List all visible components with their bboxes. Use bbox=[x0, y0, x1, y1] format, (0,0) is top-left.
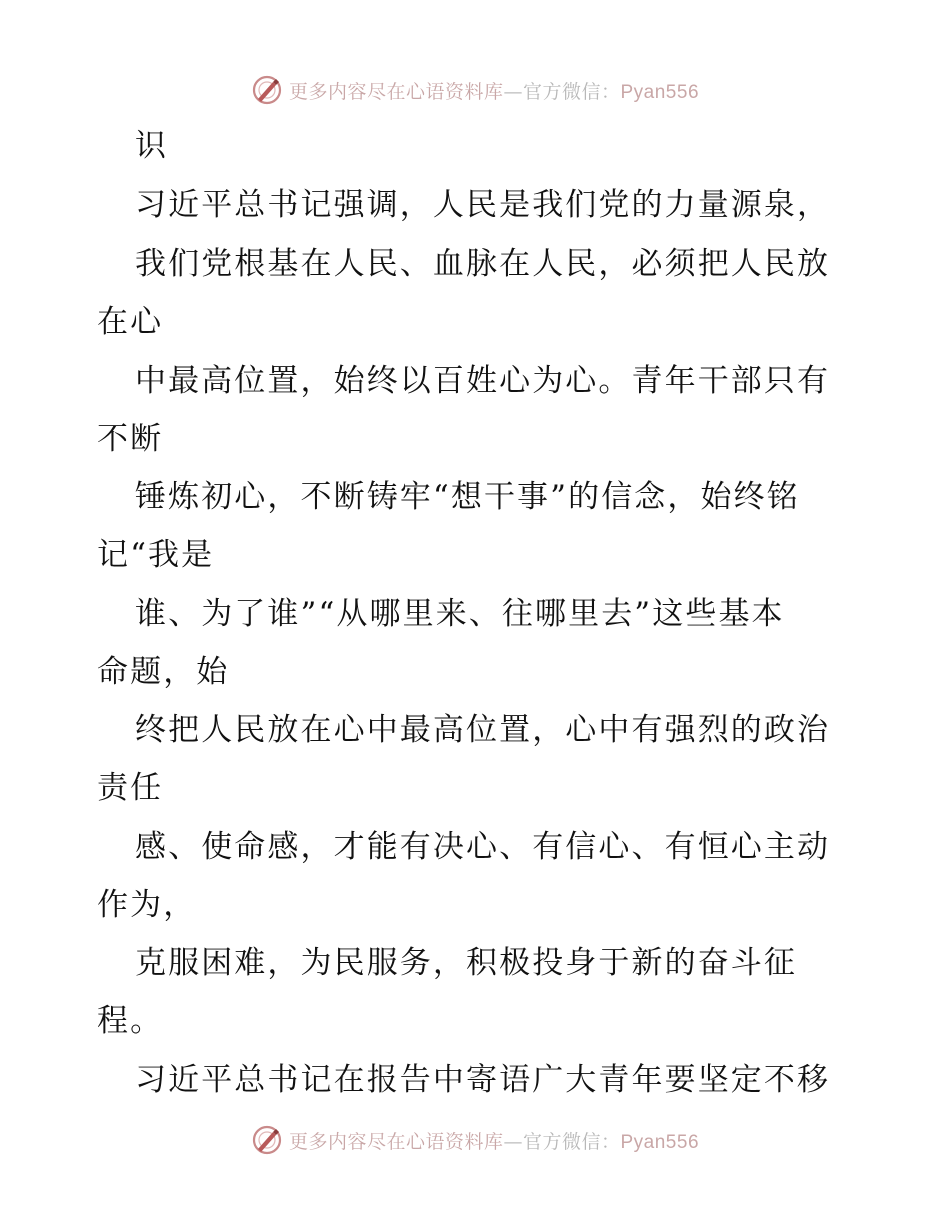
footer-watermark bbox=[0, 1120, 950, 1160]
text-line: 感、使命感，才能有决心、有信心、有恒心主动 bbox=[135, 829, 831, 865]
watermark-main: 更多内容尽在心语资料库 bbox=[288, 80, 504, 103]
text-line: 中最高位置，始终以百姓心为心。青年干部只有 bbox=[135, 363, 831, 399]
text-line: 作为， bbox=[97, 887, 197, 923]
text-line: 记“我是 bbox=[97, 537, 215, 573]
text-line: 命题，始 bbox=[97, 654, 230, 690]
watermark-text bbox=[289, 1127, 699, 1154]
text-line: 程。 bbox=[97, 1003, 164, 1039]
watermark-label: 官方微信： bbox=[522, 80, 621, 103]
pen-in-circle-icon bbox=[251, 74, 283, 106]
text-line: 终把人民放在心中最高位置，心中有强烈的政治 bbox=[135, 712, 831, 748]
text-line: 谁、为了谁”“从哪里来、往哪里去”这些基本 bbox=[135, 596, 785, 632]
watermark-main: 更多内容尽在心语资料库 bbox=[288, 1130, 504, 1153]
text-line: 我们党根基在人民、血脉在人民，必须把人民放 bbox=[135, 246, 831, 282]
watermark-separator: — bbox=[503, 80, 523, 103]
header-watermark bbox=[0, 70, 950, 110]
text-line: 责任 bbox=[97, 770, 164, 806]
text-line: 克服困难，为民服务，积极投身于新的奋斗征 bbox=[135, 945, 797, 981]
text-line: 不断 bbox=[97, 421, 164, 457]
text-line: 锤炼初心，不断铸牢“想干事”的信念，始终铭 bbox=[135, 479, 800, 515]
text-line: 习近平总书记在报告中寄语广大青年要坚定不移 bbox=[135, 1062, 831, 1098]
text-line: 识 bbox=[135, 128, 169, 164]
pen-in-circle-icon bbox=[251, 1124, 283, 1156]
text-line: 习近平总书记强调，人民是我们党的力量源泉， bbox=[135, 187, 831, 223]
text-line: 在心 bbox=[97, 304, 164, 340]
watermark-separator: — bbox=[503, 1130, 523, 1153]
watermark-id: Pyan556 bbox=[620, 1131, 700, 1153]
watermark-id: Pyan556 bbox=[620, 81, 700, 103]
watermark-label: 官方微信： bbox=[522, 1130, 621, 1153]
watermark-text bbox=[289, 77, 699, 104]
